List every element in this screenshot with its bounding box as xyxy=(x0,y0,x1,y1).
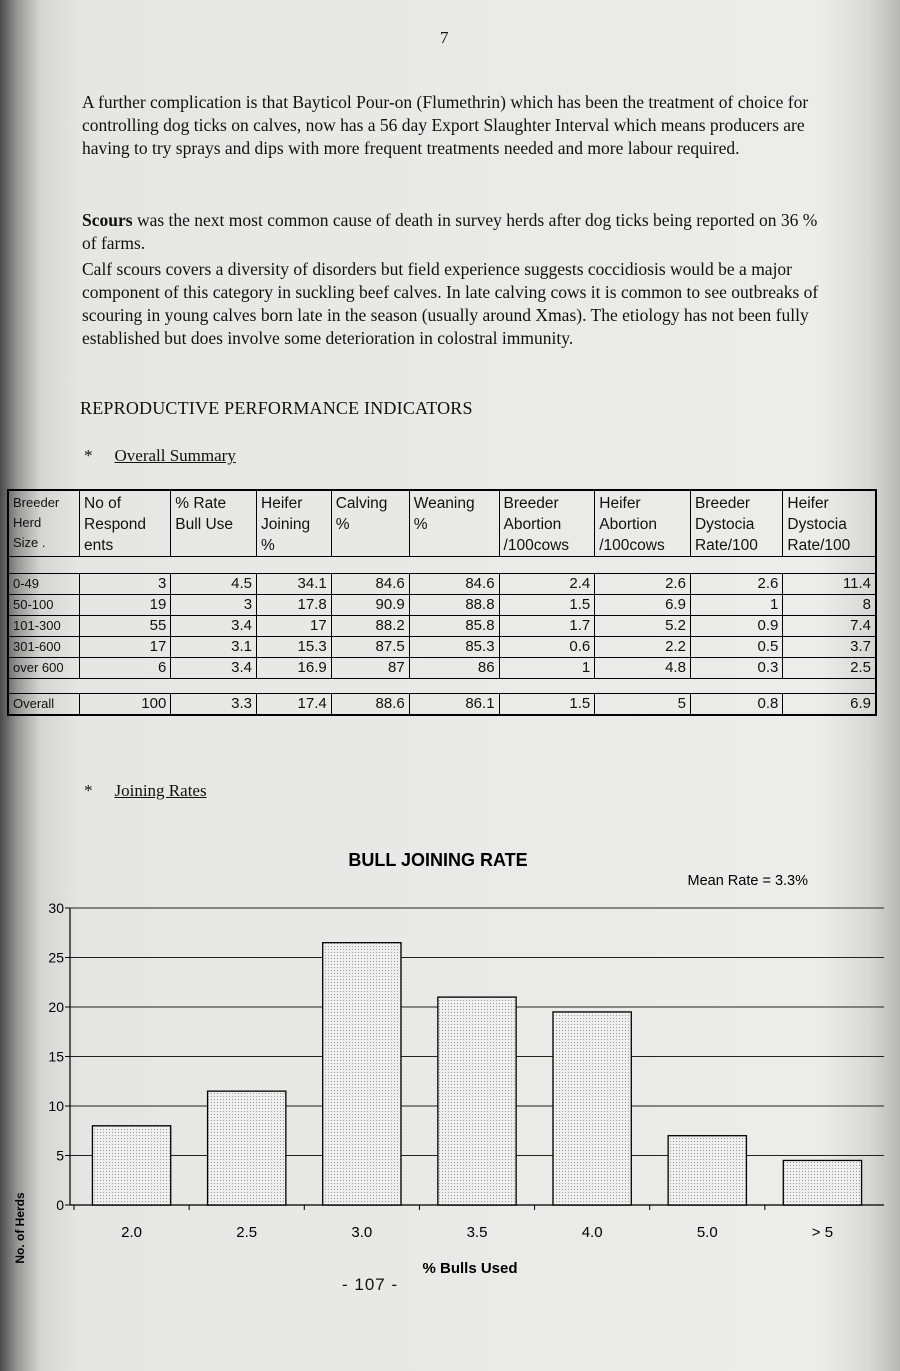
spacer-cell xyxy=(8,679,80,694)
header-line: Joining xyxy=(261,516,311,533)
header-line: Respond xyxy=(84,516,147,533)
value-cell: 3.3 xyxy=(171,694,257,716)
value-cell: 100 xyxy=(80,694,171,716)
value-cell: 7.4 xyxy=(783,616,876,637)
spacer-cell xyxy=(783,557,876,574)
header-line: Abortion xyxy=(503,516,562,533)
header-line: Bull Use xyxy=(175,516,234,533)
table-header-cell xyxy=(409,490,499,557)
value-cell: 90.9 xyxy=(331,595,409,616)
y-tick-label: 10 xyxy=(48,1098,64,1114)
spacer-cell xyxy=(595,679,691,694)
header-line: Rate/100 xyxy=(694,537,758,554)
spacer-cell xyxy=(331,679,409,694)
value-cell: 0.8 xyxy=(690,694,782,716)
value-cell: 1.7 xyxy=(499,616,595,637)
spacer-cell xyxy=(80,679,171,694)
value-cell: 17 xyxy=(257,616,332,637)
value-cell: 88.6 xyxy=(331,694,409,716)
value-cell: 85.8 xyxy=(409,616,499,637)
table-header-row xyxy=(8,490,876,557)
spacer-cell xyxy=(409,679,499,694)
header-line: % xyxy=(261,537,275,554)
page-number: 7 xyxy=(440,28,449,47)
table-header-cell xyxy=(783,490,876,557)
value-cell: 4.5 xyxy=(171,574,257,595)
bull-joining-rate-chart xyxy=(0,840,900,1300)
row-label-cell: 0-49 xyxy=(8,574,80,595)
value-cell: 0.5 xyxy=(690,637,782,658)
value-cell: 88.2 xyxy=(331,616,409,637)
table-body xyxy=(8,557,876,716)
bar-20 xyxy=(92,1126,170,1205)
value-cell: 3 xyxy=(80,574,171,595)
value-cell: 86.1 xyxy=(409,694,499,716)
x-tick-label: 3.5 xyxy=(466,1224,488,1241)
header-line: % Rate xyxy=(175,495,227,512)
table-header-cell xyxy=(8,490,80,557)
value-cell: 17.8 xyxy=(257,595,332,616)
value-cell: 3.7 xyxy=(783,637,876,658)
table-header-cell xyxy=(80,490,171,557)
value-cell: 2.6 xyxy=(690,574,782,595)
value-cell: 2.2 xyxy=(595,637,691,658)
page-footer: - 107 - xyxy=(342,1275,399,1294)
joining-rates-bullet xyxy=(84,781,207,801)
value-cell: 0.6 xyxy=(499,637,595,658)
y-tick-label: 30 xyxy=(48,900,64,916)
value-cell: 3.4 xyxy=(171,616,257,637)
table-row xyxy=(8,637,876,658)
summary-table xyxy=(7,489,877,716)
bar-40 xyxy=(553,1012,631,1205)
table-header-cell xyxy=(171,490,257,557)
header-line: Size . xyxy=(13,535,46,550)
spacer-cell xyxy=(257,679,332,694)
row-label-cell: Overall xyxy=(8,694,80,716)
value-cell: 2.5 xyxy=(783,658,876,679)
value-cell: 3.4 xyxy=(171,658,257,679)
x-tick-label: 2.0 xyxy=(121,1224,143,1241)
section-heading: REPRODUCTIVE PERFORMANCE INDICATORS xyxy=(80,398,473,418)
table-row xyxy=(8,658,876,679)
header-line: Heifer xyxy=(787,495,829,512)
value-cell: 11.4 xyxy=(783,574,876,595)
header-line: Calving xyxy=(335,495,388,512)
overall-summary-bullet xyxy=(84,446,236,466)
spacer-cell xyxy=(595,557,691,574)
spacer-cell xyxy=(499,679,595,694)
value-cell: 34.1 xyxy=(257,574,332,595)
value-cell: 85.3 xyxy=(409,637,499,658)
value-cell: 55 xyxy=(80,616,171,637)
table-header-cell xyxy=(257,490,332,557)
x-tick-label: 5.0 xyxy=(696,1224,718,1241)
header-line: No of xyxy=(84,495,122,512)
table-spacer-row xyxy=(8,557,876,574)
header-line: Breeder xyxy=(503,495,559,512)
chart-subtitle: Mean Rate = 3.3% xyxy=(687,873,808,889)
row-label-cell: over 600 xyxy=(8,658,80,679)
header-line: /100cows xyxy=(599,537,665,554)
x-tick-label: 4.0 xyxy=(581,1224,603,1241)
spacer-cell xyxy=(499,557,595,574)
table-header-cell xyxy=(595,490,691,557)
row-label-cell: 101-300 xyxy=(8,616,80,637)
bar-50 xyxy=(668,1136,746,1205)
x-tick-label: > 5 xyxy=(811,1224,834,1241)
value-cell: 17 xyxy=(80,637,171,658)
header-line: Breeder xyxy=(694,495,751,512)
header-line: ents xyxy=(84,537,114,554)
value-cell: 8 xyxy=(783,595,876,616)
header-line: Dystocia xyxy=(694,516,755,533)
table-header-cell xyxy=(331,490,409,557)
spacer-cell xyxy=(171,679,257,694)
value-cell: 86 xyxy=(409,658,499,679)
spacer-cell xyxy=(331,557,409,574)
spacer-cell xyxy=(171,557,257,574)
value-cell: 16.9 xyxy=(257,658,332,679)
spacer-cell xyxy=(8,557,80,574)
header-line: Herd xyxy=(13,515,42,530)
value-cell: 87.5 xyxy=(331,637,409,658)
value-cell: 5 xyxy=(595,694,691,716)
spacer-cell xyxy=(409,557,499,574)
bar-25 xyxy=(208,1091,286,1205)
value-cell: 6.9 xyxy=(783,694,876,716)
bullet-star: * xyxy=(84,781,93,800)
table-row xyxy=(8,574,876,595)
header-line: Abortion xyxy=(599,516,657,533)
y-tick-label: 5 xyxy=(56,1147,64,1164)
bar-35 xyxy=(438,997,516,1205)
value-cell: 3 xyxy=(171,595,257,616)
header-line: Heifer xyxy=(599,495,641,512)
value-cell: 1 xyxy=(690,595,782,616)
spacer-cell xyxy=(690,557,782,574)
table-row xyxy=(8,595,876,616)
chart-y-ticks xyxy=(48,900,64,1213)
paragraph-calf-scours: Calf scours covers a diversity of disorders but field experience suggests coccidiosis would be a major component of this category in suckling beef calves. In late calving cows it is common to see outbreaks of scouring in young calves born late in the season (usually around Xmas). The etiology has not been fully established but does involve some deterioration in colostral immunity. xyxy=(82,259,819,348)
chart-y-axis-label: No. of Herds xyxy=(13,1192,27,1264)
table-spacer-row xyxy=(8,679,876,694)
paragraph-scours xyxy=(82,209,822,255)
spacer-cell xyxy=(783,679,876,694)
table-row xyxy=(8,616,876,637)
value-cell: 84.6 xyxy=(409,574,499,595)
chart-x-ticks xyxy=(74,1205,833,1241)
value-cell: 17.4 xyxy=(257,694,332,716)
value-cell: 3.1 xyxy=(171,637,257,658)
value-cell: 15.3 xyxy=(257,637,332,658)
value-cell: 2.4 xyxy=(499,574,595,595)
value-cell: 5.2 xyxy=(595,616,691,637)
value-cell: 4.8 xyxy=(595,658,691,679)
header-line: Rate/100 xyxy=(787,537,851,554)
spacer-cell xyxy=(80,557,171,574)
value-cell: 1 xyxy=(499,658,595,679)
row-label-cell: 50-100 xyxy=(8,595,80,616)
value-cell: 19 xyxy=(80,595,171,616)
value-cell: 88.8 xyxy=(409,595,499,616)
value-cell: 1.5 xyxy=(499,595,595,616)
row-label-cell: 301-600 xyxy=(8,637,80,658)
joining-rates-label: Joining Rates xyxy=(114,781,207,800)
scours-bold: Scours xyxy=(82,210,133,230)
value-cell: 0.3 xyxy=(690,658,782,679)
value-cell: 6 xyxy=(80,658,171,679)
value-cell: 87 xyxy=(331,658,409,679)
scours-text: was the next most common cause of death in survey herds after dog ticks being reported on 36 % of farms. xyxy=(82,210,818,253)
y-tick-label: 20 xyxy=(48,999,64,1015)
chart-svg xyxy=(0,840,900,1300)
x-tick-label: 2.5 xyxy=(236,1224,258,1241)
value-cell: 6.9 xyxy=(595,595,691,616)
header-line: Dystocia xyxy=(787,516,847,533)
header-line: Breeder xyxy=(13,495,60,510)
header-line: /100cows xyxy=(503,537,570,554)
spacer-cell xyxy=(690,679,782,694)
table-row-overall xyxy=(8,694,876,716)
chart-x-axis-label: % Bulls Used xyxy=(422,1260,518,1277)
value-cell: 2.6 xyxy=(595,574,691,595)
paragraph-flumethrin: A further complication is that Bayticol Pour-on (Flumethrin) which has been the treatment of choice for controlling dog ticks on calves, now has a 56 day Export Slaughter Interval which means producers are having to try sprays and dips with more frequent treatments needed and more labour required. xyxy=(82,92,809,158)
chart-bars xyxy=(92,943,861,1205)
bullet-star: * xyxy=(84,446,93,465)
y-tick-label: 25 xyxy=(48,949,64,966)
value-cell: 1.5 xyxy=(499,694,595,716)
header-line: % xyxy=(335,516,350,533)
value-cell: 0.9 xyxy=(690,616,782,637)
y-tick-label: 15 xyxy=(48,1048,64,1065)
table-header-cell xyxy=(499,490,595,557)
value-cell: 84.6 xyxy=(331,574,409,595)
header-line: % xyxy=(413,516,428,533)
bar-30 xyxy=(323,943,401,1205)
chart-title: BULL JOINING RATE xyxy=(348,850,528,870)
spacer-cell xyxy=(257,557,332,574)
header-line: Weaning xyxy=(413,495,475,512)
x-tick-label: 3.0 xyxy=(351,1224,373,1241)
bar-5 xyxy=(783,1160,861,1205)
overall-summary-label: Overall Summary xyxy=(114,446,236,465)
header-line: Heifer xyxy=(261,495,303,512)
table-header-cell xyxy=(690,490,782,557)
y-tick-label: 0 xyxy=(56,1197,64,1213)
